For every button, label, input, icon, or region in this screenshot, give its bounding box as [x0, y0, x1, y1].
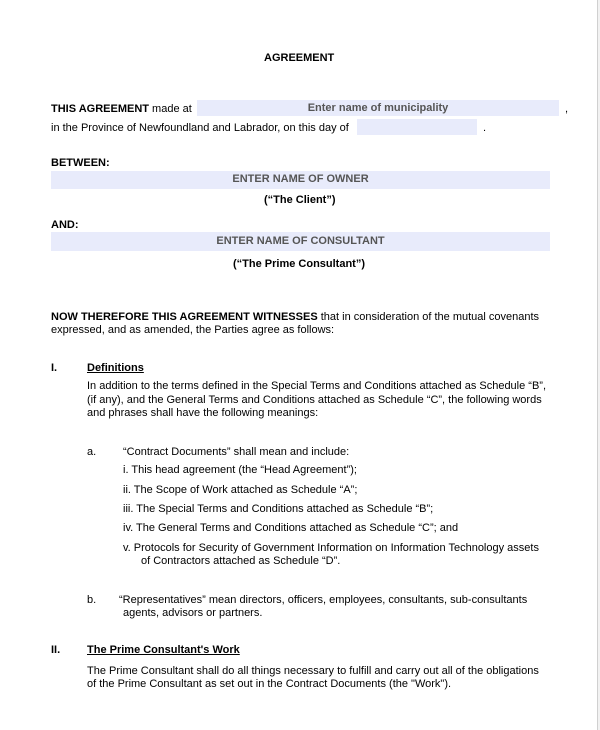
section-1-heading: Definitions	[87, 362, 144, 374]
section-1-para-line: In addition to the terms defined in the Special Terms and Conditions attached as Schedule “B”,	[87, 380, 547, 392]
intro-bold-lead: THIS AGREEMENT	[51, 103, 149, 115]
intro-line	[51, 102, 192, 116]
between-label: BETWEEN:	[51, 157, 110, 169]
witnesses-line-2: expressed, and as amended, the Parties agree as follows:	[51, 324, 335, 336]
intro-comma: ,	[565, 103, 569, 115]
owner-name-field[interactable]: ENTER NAME OF OWNER	[51, 171, 550, 189]
province-period: .	[483, 122, 487, 134]
subitem-v: v. Protocols for Security of Government Information on Information Technology assets	[123, 542, 539, 554]
intro-made-at: made at	[149, 103, 192, 115]
consultant-alias: (“The Prime Consultant”)	[233, 258, 366, 270]
item-b-line-1: “Representatives” mean directors, officers, employees, consultants, sub-consultants	[119, 594, 528, 606]
item-a-letter: a.	[87, 446, 97, 458]
and-label: AND:	[51, 219, 79, 231]
section-2-number: II.	[51, 644, 61, 656]
consultant-name-field[interactable]: ENTER NAME OF CONSULTANT	[51, 232, 550, 251]
document-title: AGREEMENT	[264, 52, 335, 64]
client-alias: (“The Client”)	[264, 194, 336, 206]
section-2-heading: The Prime Consultant's Work	[87, 644, 240, 656]
subitem-iii: iii. The Special Terms and Conditions attached as Schedule “B”;	[123, 503, 434, 515]
subitem-v-continued: of Contractors attached as Schedule “D”.	[141, 555, 341, 567]
section-1-number: I.	[51, 362, 58, 374]
witnesses-bold-lead: NOW THEREFORE THIS AGREEMENT WITNESSES	[51, 311, 318, 323]
witnesses-line1-rest: that in consideration of the mutual covenants	[317, 311, 540, 323]
item-b-line-2: agents, advisors or partners.	[123, 607, 263, 619]
section-1-para-line: and phrases shall have the following meanings:	[87, 407, 319, 419]
subitem-ii: ii. The Scope of Work attached as Schedule “A”;	[123, 484, 358, 496]
municipality-field[interactable]: Enter name of municipality	[197, 100, 559, 116]
day-field[interactable]	[357, 119, 477, 135]
province-line: in the Province of Newfoundland and Labrador, on this day of	[51, 122, 349, 134]
item-a-text: “Contract Documents” shall mean and include:	[123, 446, 350, 458]
section-1-para-line: (if any), and the General Terms and Conditions attached as Schedule “C”, the following words	[87, 394, 542, 406]
subitem-iv: iv. The General Terms and Conditions attached as Schedule “C”; and	[123, 522, 459, 534]
item-b-letter: b.	[87, 594, 97, 606]
witnesses-line-1	[51, 310, 539, 324]
section-2-para-line: The Prime Consultant shall do all things necessary to fulfill and carry out all of the obligations	[87, 665, 539, 677]
section-2-para-line: of the Prime Consultant as set out in the Contract Documents (the "Work").	[87, 678, 452, 690]
subitem-i: i. This head agreement (the “Head Agreement”);	[123, 464, 357, 476]
